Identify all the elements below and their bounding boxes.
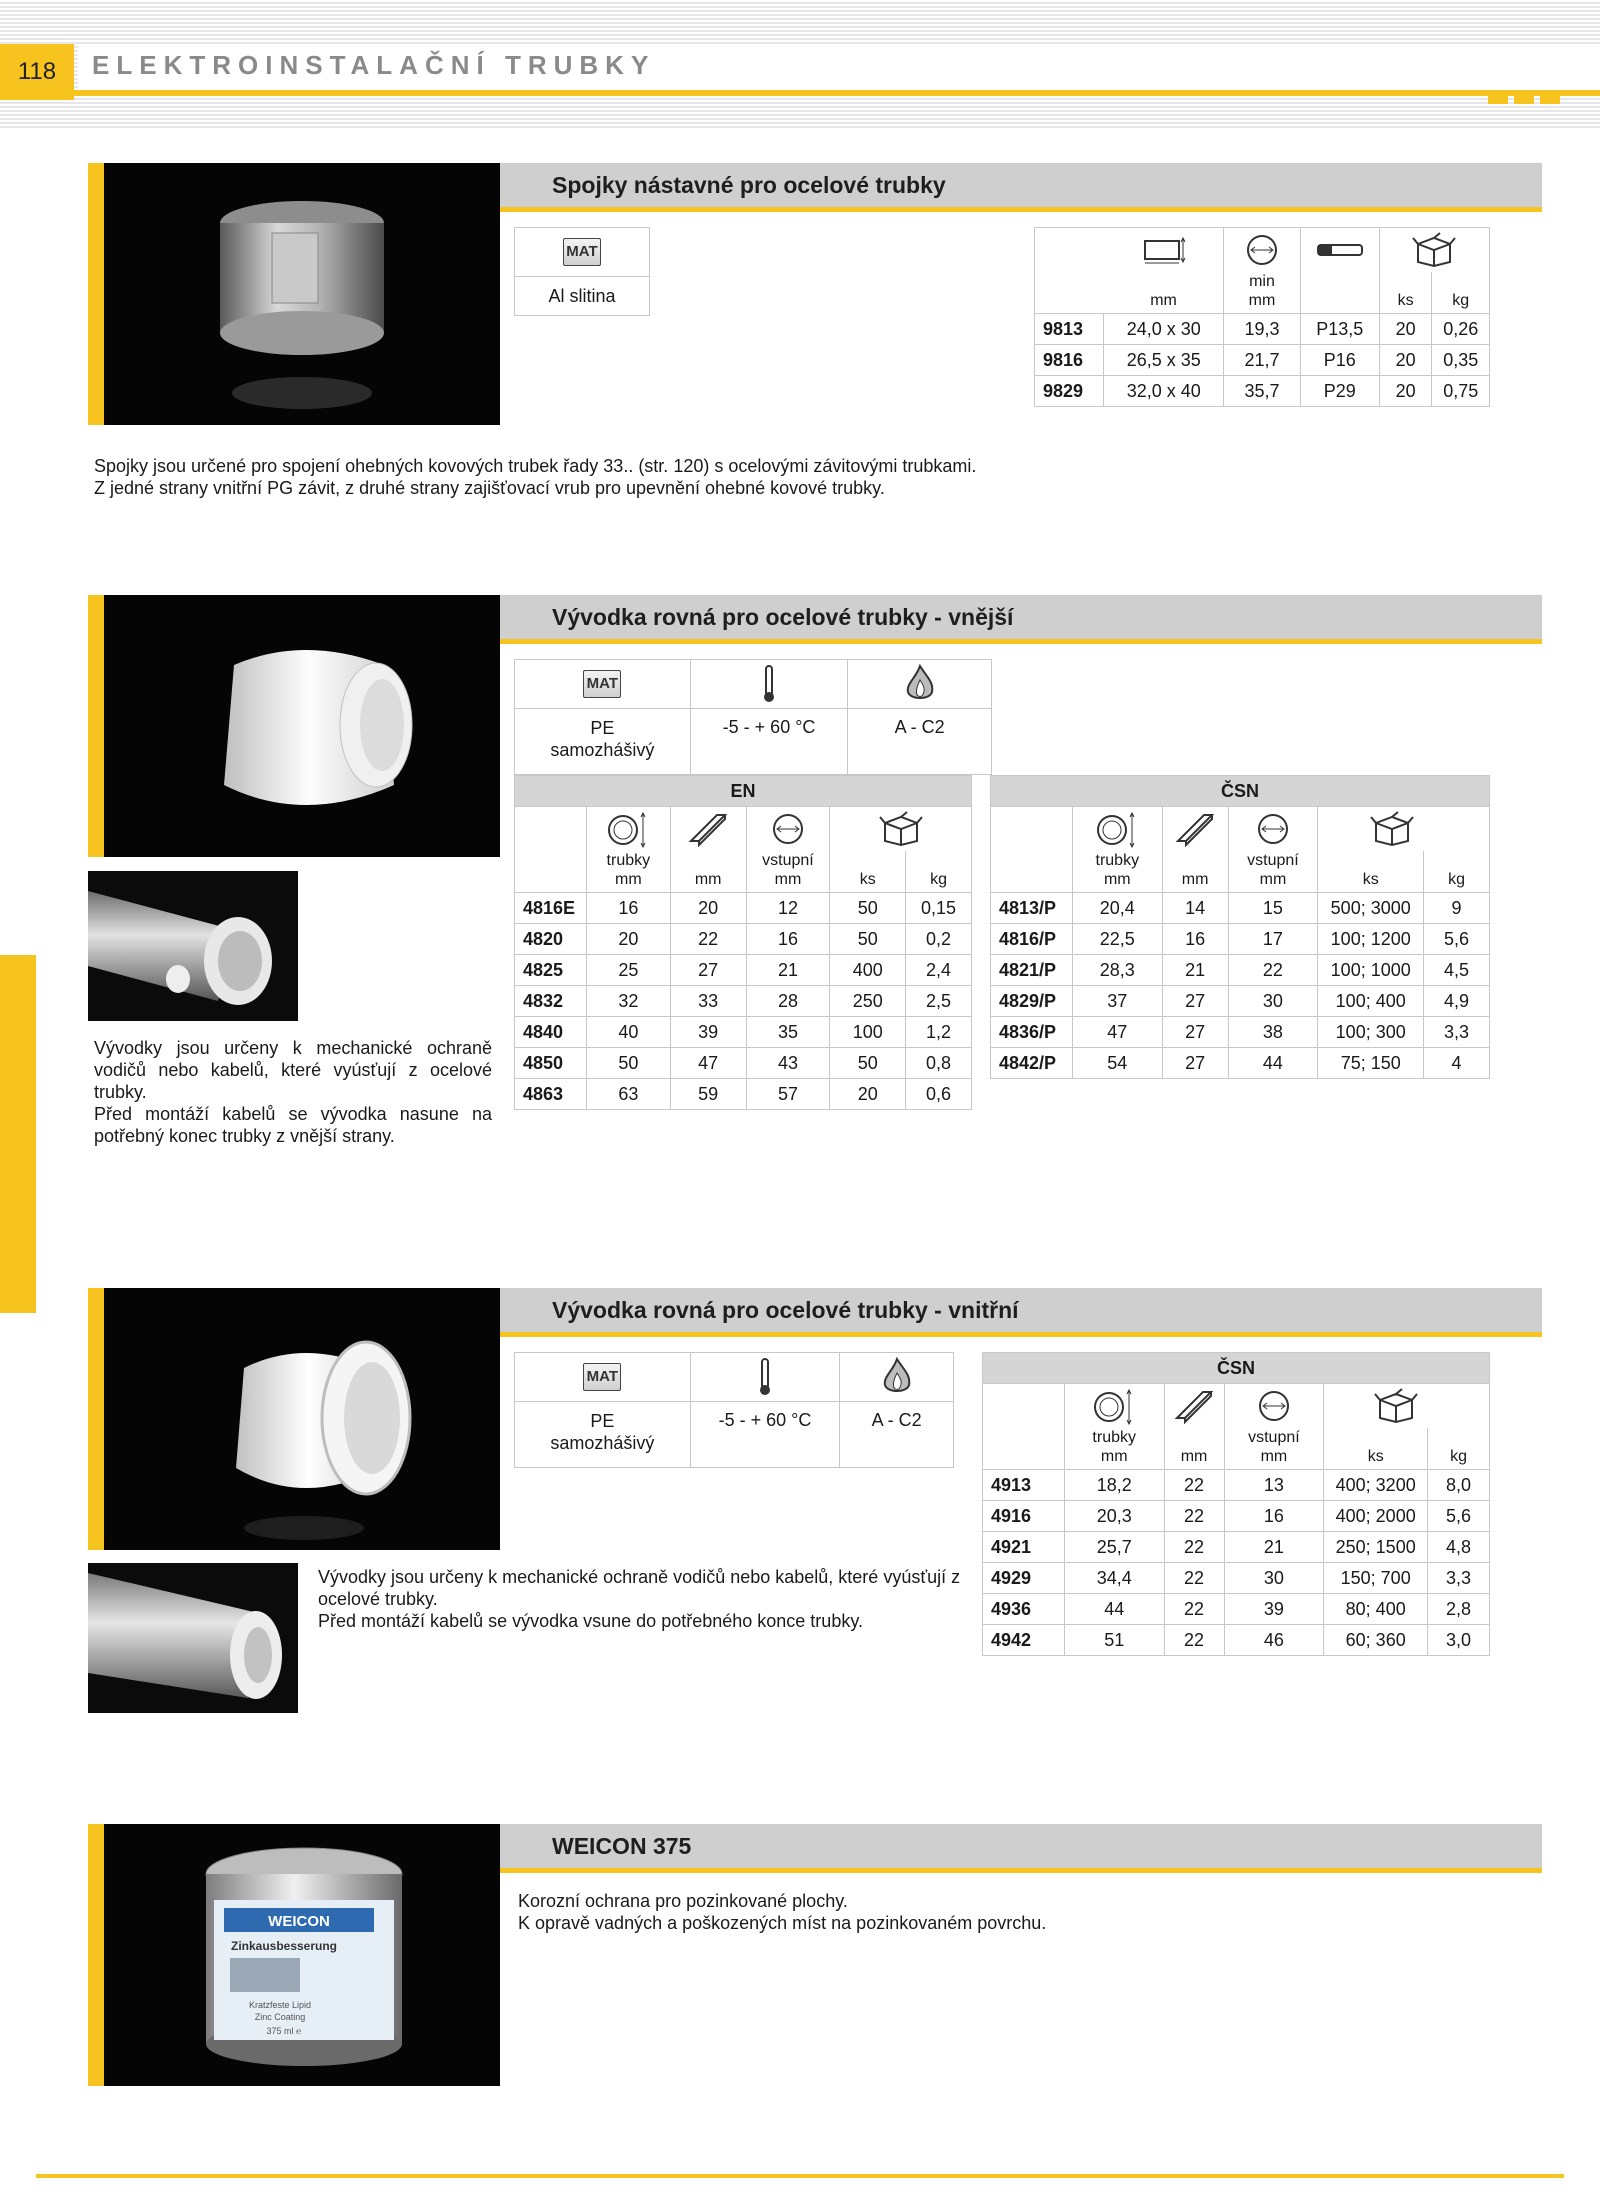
cell-ks: 100; 300 [1318,1017,1424,1048]
unit-mm: mm [670,851,746,893]
cell-code: 4942 [983,1625,1065,1656]
cell-dim: 24,0 x 30 [1104,314,1224,345]
cell-code: 4929 [983,1563,1065,1594]
cell-t: 40 [586,1017,670,1048]
cell-w: 22 [1164,1470,1224,1501]
cell-w: 47 [670,1048,746,1079]
outer-bushing-detail-photo [88,871,298,1021]
cell-w: 22 [670,924,746,955]
page-title: ELEKTROINSTALAČNÍ TRUBKY [92,50,656,80]
side-tab [0,955,36,1313]
cell-t: 32 [586,986,670,1017]
cell-ks: 20 [1379,376,1432,407]
cell-v: 16 [1224,1501,1324,1532]
section3-description [318,1566,968,1632]
cell-ks: 250 [830,986,906,1017]
cell-code: 9816 [1035,345,1104,376]
cell-min: 35,7 [1224,376,1301,407]
unit-mm: mm [1164,1428,1224,1470]
cell-kg: 3,0 [1428,1625,1490,1656]
cell-ks: 100; 1000 [1318,955,1424,986]
header-rule [74,90,1600,96]
cell-v: 38 [1228,1017,1318,1048]
cell-ks: 100; 400 [1318,986,1424,1017]
table-row [515,1017,972,1048]
can-brand-text: WEICON [268,1913,330,1930]
cell-w: 22 [1164,1563,1224,1594]
table-row [991,986,1490,1017]
cell-code: 4916 [983,1501,1065,1532]
cell-w: 22 [1164,1594,1224,1625]
table-row [991,924,1490,955]
length-icon [1164,1384,1224,1429]
can-label-text: Zinkausbesserung [230,1939,338,1953]
cell-code: 4816/P [991,924,1073,955]
table-row [1035,376,1490,407]
cell-w: 27 [1162,1017,1228,1048]
pipe-diameter-icon [586,807,670,852]
unit-kg: kg [1424,851,1490,893]
cell-ks: 250; 1500 [1324,1532,1428,1563]
cell-code: 9813 [1035,314,1104,345]
cell-kg: 0,26 [1432,314,1490,345]
cell-kg: 2,4 [906,955,972,986]
cell-kg: 4,5 [1424,955,1490,986]
cell-t: 47 [1072,1017,1162,1048]
cell-thread: P16 [1300,345,1379,376]
unit-ks: ks [1379,272,1432,314]
cell-v: 16 [746,924,830,955]
entry-diameter-icon [746,807,830,852]
table-row [991,955,1490,986]
mat-icon: MAT [583,1363,621,1391]
cell-v: 30 [1224,1563,1324,1594]
cell-v: 35 [746,1017,830,1048]
inner-bushing-photo [104,1288,500,1550]
en-group-label: EN [515,776,972,807]
cell-kg: 8,0 [1428,1470,1490,1501]
table-row [515,1079,972,1110]
section1-description [94,455,1094,499]
cell-v: 13 [1224,1470,1324,1501]
cell-kg: 3,3 [1428,1563,1490,1594]
box-icon [1324,1384,1490,1429]
weicon-can-photo [104,1824,500,2086]
cell-kg: 0,15 [906,893,972,924]
cell-t: 16 [586,893,670,924]
cell-v: 44 [1228,1048,1318,1079]
thread-icon [1300,228,1379,273]
cell-kg: 5,6 [1424,924,1490,955]
section1-material-table [514,227,650,316]
fire-class-value: A - C2 [840,1402,954,1468]
entry-diameter-icon [1228,807,1318,852]
cell-kg: 9 [1424,893,1490,924]
box-icon [1318,807,1490,852]
cell-t: 50 [586,1048,670,1079]
cell-kg: 5,6 [1428,1501,1490,1532]
cell-t: 25 [586,955,670,986]
pipe-diameter-icon [1064,1384,1164,1429]
cell-ks: 20 [1379,314,1432,345]
unit-ks: ks [1324,1428,1428,1470]
table-row [983,1594,1490,1625]
cell-code: 4850 [515,1048,587,1079]
cell-code: 4821/P [991,955,1073,986]
cell-code: 4820 [515,924,587,955]
cell-ks: 50 [830,893,906,924]
cell-kg: 1,2 [906,1017,972,1048]
unit-mm: mm [1162,851,1228,893]
table-row [991,1048,1490,1079]
box-icon [830,807,972,852]
cell-code: 4913 [983,1470,1065,1501]
cell-v: 15 [1228,893,1318,924]
cell-w: 39 [670,1017,746,1048]
table-row [983,1470,1490,1501]
cell-t: 63 [586,1079,670,1110]
cell-code: 4813/P [991,893,1073,924]
section2-desc-line1: Vývodky jsou určeny k mechanické ochraně vodičů nebo kabelů, které vyúsťují z ocelové trubky. [94,1038,492,1102]
section3-title: Vývodka rovná pro ocelové trubky - vnitřní [500,1288,1542,1337]
table-row [991,1017,1490,1048]
cell-code: 4842/P [991,1048,1073,1079]
material-value: Al slitina [515,277,650,316]
cell-code: 4825 [515,955,587,986]
csn-group-label: ČSN [991,776,1490,807]
photo-accent-bar [88,1824,104,2086]
cell-v: 21 [746,955,830,986]
cell-v: 21 [1224,1532,1324,1563]
cell-kg: 0,6 [906,1079,972,1110]
unit-kg: kg [1428,1428,1490,1470]
cell-t: 54 [1072,1048,1162,1079]
cell-code: 4840 [515,1017,587,1048]
cell-dim: 32,0 x 40 [1104,376,1224,407]
box-icon [1379,228,1489,273]
unit-vstupni: vstupní mm [1224,1428,1324,1470]
cell-w: 22 [1164,1532,1224,1563]
cell-ks: 400; 3200 [1324,1470,1428,1501]
cell-code: 4832 [515,986,587,1017]
cell-t: 25,7 [1064,1532,1164,1563]
section3-desc-line2: Před montáží kabelů se vývodka vsune do potřebného konce trubky. [318,1611,863,1631]
cell-code: 4863 [515,1079,587,1110]
table-row [983,1625,1490,1656]
cell-v: 43 [746,1048,830,1079]
mat-icon-cell [515,228,650,277]
cell-dim: 26,5 x 35 [1104,345,1224,376]
unit-vstupni: vstupní mm [746,851,830,893]
cell-kg: 4,9 [1424,986,1490,1017]
cell-v: 30 [1228,986,1318,1017]
cell-t: 18,2 [1064,1470,1164,1501]
cell-v: 28 [746,986,830,1017]
table-row [515,1048,972,1079]
cell-min: 21,7 [1224,345,1301,376]
footer-rule [36,2174,1564,2178]
dimension-icon [1104,228,1224,273]
cell-code: 4836/P [991,1017,1073,1048]
table-row [991,893,1490,924]
section2-desc-line2: Před montáží kabelů se vývodka nasune na potřebný konec trubky z vnější strany. [94,1104,492,1146]
cell-v: 39 [1224,1594,1324,1625]
cell-v: 46 [1224,1625,1324,1656]
temperature-value: -5 - + 60 °C [690,709,848,775]
material-value: PE samozhášivý [515,1402,691,1468]
can-volume-text: 375 ml ℮ [266,2026,302,2036]
thermometer-icon [690,660,848,709]
cell-ks: 20 [830,1079,906,1110]
cell-code: 4816E [515,893,587,924]
can-sub2-text: Zinc Coating [254,2012,306,2022]
table-row [515,893,972,924]
section3-desc-line1: Vývodky jsou určeny k mechanické ochraně vodičů nebo kabelů, které vyúsťují z ocelové trubky. [318,1567,961,1609]
cell-t: 20,3 [1064,1501,1164,1532]
cell-v: 12 [746,893,830,924]
length-icon [670,807,746,852]
cell-kg: 2,5 [906,986,972,1017]
section4-description [518,1890,1418,1934]
cell-ks: 400; 2000 [1324,1501,1428,1532]
table-row [1035,314,1490,345]
cell-kg: 0,8 [906,1048,972,1079]
unit-trubky: trubky mm [1072,851,1162,893]
cell-ks: 80; 400 [1324,1594,1428,1625]
cell-t: 22,5 [1072,924,1162,955]
min-diameter-icon [1224,228,1301,273]
table-row [983,1563,1490,1594]
photo-accent-bar [88,1288,104,1550]
csn-group-label: ČSN [983,1353,1490,1384]
cell-w: 27 [1162,986,1228,1017]
cell-code: 4936 [983,1594,1065,1625]
section1-spec-table [1034,227,1490,407]
cell-v: 22 [1228,955,1318,986]
section1-title: Spojky nástavné pro ocelové trubky [500,163,1542,212]
cell-w: 27 [1162,1048,1228,1079]
section2-title: Vývodka rovná pro ocelové trubky - vnější [500,595,1542,644]
cell-thread: P29 [1300,376,1379,407]
flame-icon [848,660,992,709]
section2-material-table [514,659,992,775]
cell-v: 17 [1228,924,1318,955]
cell-ks: 400 [830,955,906,986]
cell-w: 16 [1162,924,1228,955]
cell-w: 27 [670,955,746,986]
section4-desc-line1: Korozní ochrana pro pozinkované plochy. [518,1891,848,1911]
cell-code: 4829/P [991,986,1073,1017]
section4-title: WEICON 375 [500,1824,1542,1873]
unit-trubky: trubky mm [586,851,670,893]
cell-t: 28,3 [1072,955,1162,986]
cell-ks: 100; 1200 [1318,924,1424,955]
fire-class-value: A - C2 [848,709,992,775]
unit-ks: ks [830,851,906,893]
cell-kg: 0,2 [906,924,972,955]
section2-en-table [514,775,972,1110]
cell-kg: 3,3 [1424,1017,1490,1048]
unit-kg: kg [906,851,972,893]
cell-w: 33 [670,986,746,1017]
outer-bushing-photo [104,595,500,857]
cell-t: 37 [1072,986,1162,1017]
cell-t: 51 [1064,1625,1164,1656]
cell-v: 57 [746,1079,830,1110]
table-row [1035,345,1490,376]
cell-kg: 4 [1424,1048,1490,1079]
header-blocks [1488,90,1560,104]
table-row [515,955,972,986]
mat-icon: MAT [583,670,621,698]
cell-ks: 60; 360 [1324,1625,1428,1656]
cell-w: 20 [670,893,746,924]
cell-ks: 500; 3000 [1318,893,1424,924]
cell-code: 9829 [1035,376,1104,407]
cell-ks: 20 [1379,345,1432,376]
unit-trubky: trubky mm [1064,1428,1164,1470]
mat-icon: MAT [563,238,601,266]
flame-icon [840,1353,954,1402]
cell-kg: 0,75 [1432,376,1490,407]
cell-kg: 4,8 [1428,1532,1490,1563]
cell-ks: 50 [830,1048,906,1079]
section1-desc-line1: Spojky jsou určené pro spojení ohebných kovových trubek řady 33.. (str. 120) s ocelovými závitovými trubkami. [94,456,977,476]
can-sub1-text: Kratzfeste Lipid [248,2000,312,2010]
cell-ks: 150; 700 [1324,1563,1428,1594]
cell-kg: 2,8 [1428,1594,1490,1625]
page-number: 118 [0,44,74,100]
unit-ks: ks [1318,851,1424,893]
section2-csn-table [990,775,1490,1079]
temperature-value: -5 - + 60 °C [690,1402,840,1468]
cell-ks: 100 [830,1017,906,1048]
table-row [983,1501,1490,1532]
cell-t: 44 [1064,1594,1164,1625]
table-row [515,924,972,955]
section3-material-table [514,1352,954,1468]
inner-bushing-detail-photo [88,1563,298,1713]
section2-description [94,1037,492,1147]
cell-w: 21 [1162,955,1228,986]
cell-w: 22 [1164,1501,1224,1532]
coupling-photo [104,163,500,425]
cell-w: 59 [670,1079,746,1110]
entry-diameter-icon [1224,1384,1324,1429]
cell-t: 20,4 [1072,893,1162,924]
cell-ks: 50 [830,924,906,955]
photo-accent-bar [88,595,104,857]
cell-t: 34,4 [1064,1563,1164,1594]
unit-min: min mm [1224,272,1301,314]
cell-ks: 75; 150 [1318,1048,1424,1079]
thermometer-icon [690,1353,840,1402]
unit-kg: kg [1432,272,1490,314]
cell-w: 14 [1162,893,1228,924]
unit-dim: mm [1104,272,1224,314]
table-row [515,986,972,1017]
photo-accent-bar [88,163,104,425]
cell-thread: P13,5 [1300,314,1379,345]
unit-vstupni: vstupní mm [1228,851,1318,893]
cell-w: 22 [1164,1625,1224,1656]
material-value: PE samozhášivý [515,709,691,775]
length-icon [1162,807,1228,852]
section4-desc-line2: K opravě vadných a poškozených míst na pozinkovaném povrchu. [518,1913,1047,1933]
table-row [983,1532,1490,1563]
section1-desc-line2: Z jedné strany vnitřní PG závit, z druhé strany zajišťovací vrub pro upevnění ohebné kovové trubky. [94,478,885,498]
cell-min: 19,3 [1224,314,1301,345]
cell-kg: 0,35 [1432,345,1490,376]
cell-t: 20 [586,924,670,955]
pipe-diameter-icon [1072,807,1162,852]
section3-csn-table [982,1352,1490,1656]
cell-code: 4921 [983,1532,1065,1563]
